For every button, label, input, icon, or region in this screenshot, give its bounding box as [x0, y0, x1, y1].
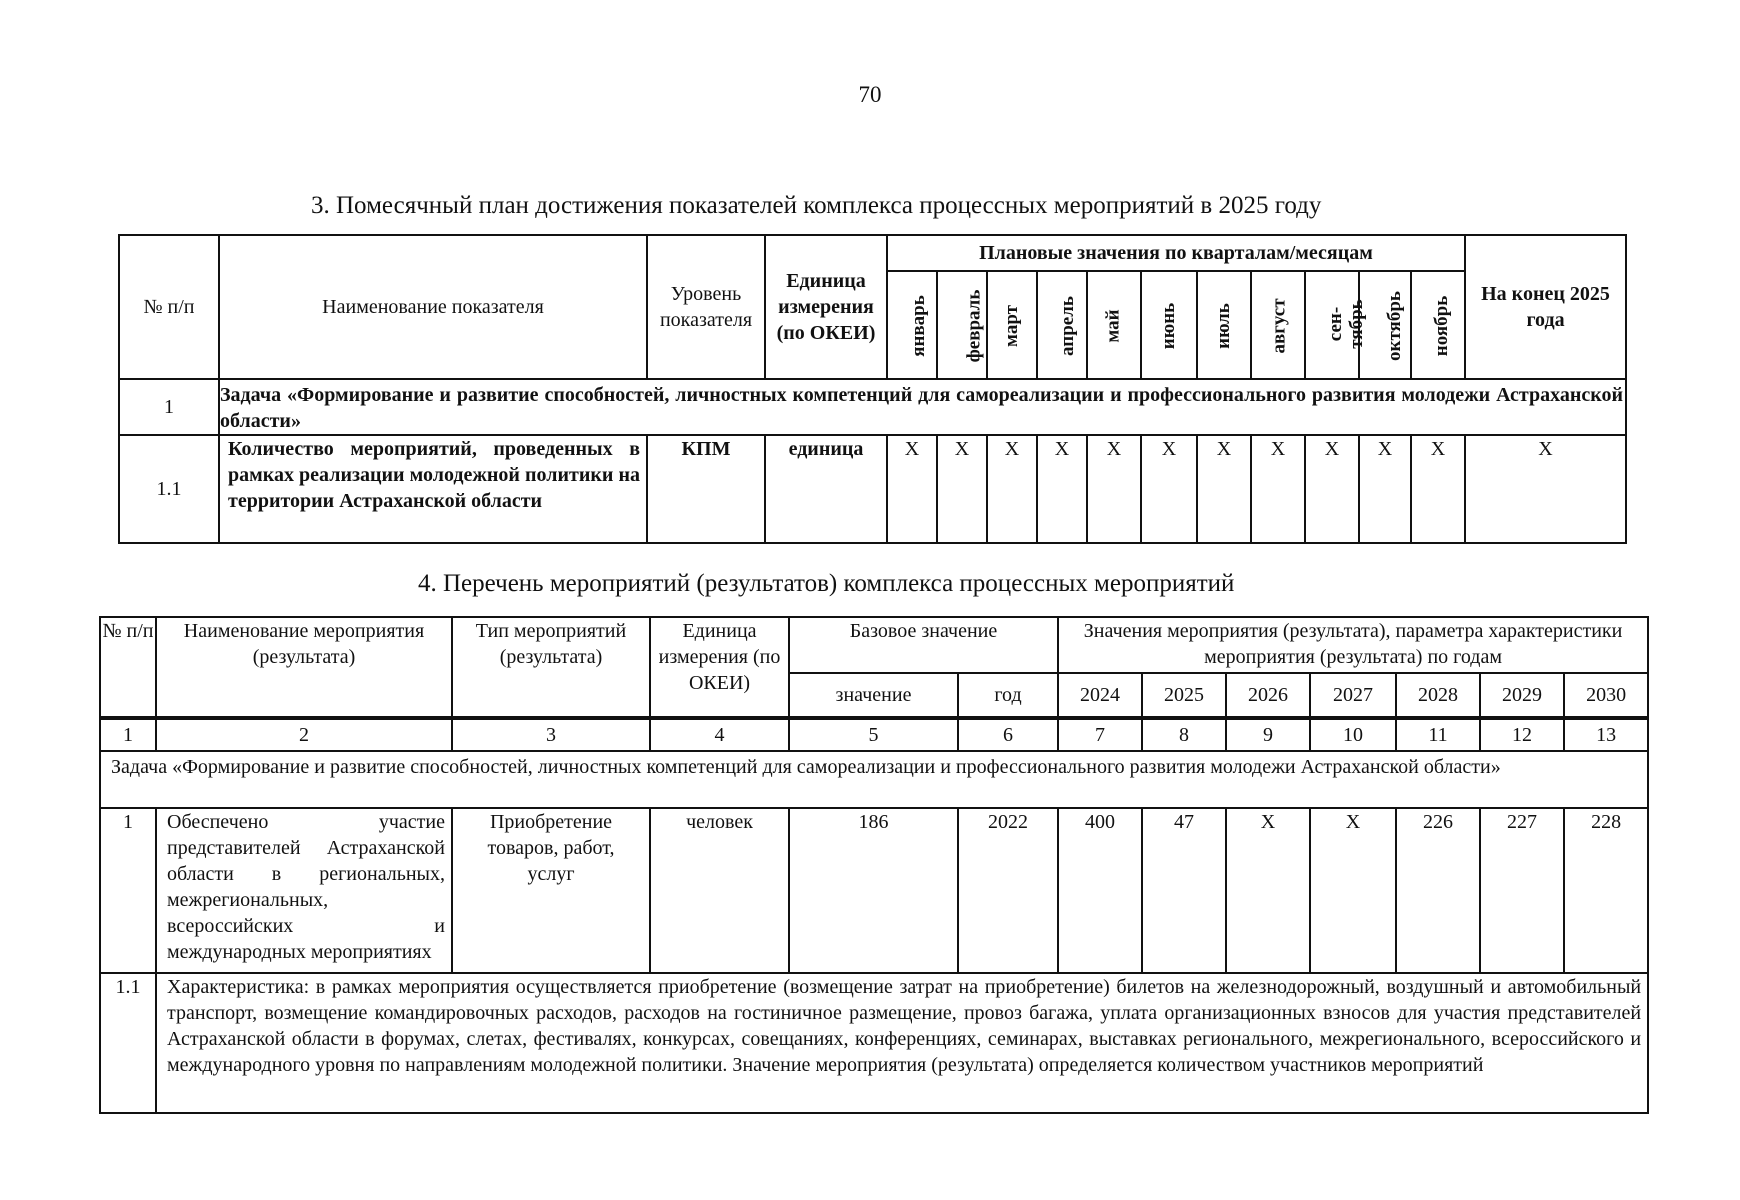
- activity-value-2024: 400: [1058, 808, 1142, 973]
- header-year-2025: 2025: [1142, 673, 1226, 718]
- column-number: 2: [156, 718, 452, 751]
- activity-num: 1: [100, 808, 156, 973]
- month-header-january: январь: [887, 271, 937, 379]
- indicator-level: КПМ: [647, 435, 765, 543]
- characteristic-text: Характеристика: в рамках мероприятия осуществляется приобретение (возмещение затрат на приобретение) билетов на железнодорожный, воздушный и автомобильный транспорт, возмещение командировочных расходов, расходов на гостиничное размещение, провоз багажа, уплата организационных взносов для участия представителей Астраханской области в форумах, слетах, фестивалях, конкурсах, совещаниях, конференциях, семинарах, выставках регионального, межрегионального, всероссийского и международного уровня по направлениям молодежной политики. Значение мероприятия (результата) определяется количеством участников мероприятий: [156, 973, 1648, 1113]
- column-number: 13: [1564, 718, 1648, 751]
- column-number: 12: [1480, 718, 1564, 751]
- value-end-of-year: X: [1465, 435, 1626, 543]
- activity-value-2025: 47: [1142, 808, 1226, 973]
- activity-value-2028: 226: [1396, 808, 1480, 973]
- header-year-2030: 2030: [1564, 673, 1648, 718]
- indicator-unit: единица: [765, 435, 887, 543]
- section-4-title: 4. Перечень мероприятий (результатов) комплекса процессных мероприятий: [418, 570, 1235, 597]
- value-september: X: [1305, 435, 1359, 543]
- page-number: 70: [858, 82, 882, 107]
- value-june: X: [1141, 435, 1197, 543]
- header-year-2027: 2027: [1310, 673, 1396, 718]
- header-year-2028: 2028: [1396, 673, 1480, 718]
- indicator-name: Количество мероприятий, проведенных в рамках реализации молодежной политики на территории Астраханской области: [219, 435, 647, 543]
- row-num: 1.1: [119, 435, 219, 543]
- activity-name: Обеспечено участие представителей Астраханской области в региональных, межрегиональных, всероссийских и международных мероприятиях: [156, 808, 452, 973]
- header-base-year: год: [958, 673, 1058, 718]
- activity-value-2030: 228: [1564, 808, 1648, 973]
- column-number: 10: [1310, 718, 1396, 751]
- activity-unit: человек: [650, 808, 789, 973]
- task-text: Задача «Формирование и развитие способностей, личностных компетенций для самореализации и профессионального развития молодежи Астраханской области»: [219, 379, 1626, 435]
- column-number: 6: [958, 718, 1058, 751]
- month-header-august: август: [1251, 271, 1305, 379]
- value-may: X: [1087, 435, 1141, 543]
- activities-table: [99, 616, 1649, 1114]
- monthly-plan-table: [118, 234, 1627, 544]
- column-number: 4: [650, 718, 789, 751]
- month-header-june: июнь: [1141, 271, 1197, 379]
- column-number: 9: [1226, 718, 1310, 751]
- column-number: 8: [1142, 718, 1226, 751]
- header-indicator-name: Наименование показателя: [219, 235, 647, 379]
- month-header-july: июль: [1197, 271, 1251, 379]
- activity-value-2027: X: [1310, 808, 1396, 973]
- header-end-of-year: На конец 2025 года: [1465, 235, 1626, 379]
- month-header-february: февраль: [937, 271, 987, 379]
- header-unit: Единица измерения (по ОКЕИ): [765, 235, 887, 379]
- value-october: X: [1359, 435, 1411, 543]
- header-base-value: значение: [789, 673, 958, 718]
- column-number: 5: [789, 718, 958, 751]
- header-level: Уровень показателя: [647, 235, 765, 379]
- month-header-september: сен- тябрь: [1305, 271, 1359, 379]
- header-num: № п/п: [119, 235, 219, 379]
- header-activity-type: Тип мероприятий (результата): [452, 617, 650, 718]
- value-november: X: [1411, 435, 1465, 543]
- activity-base-value: 186: [789, 808, 958, 973]
- header-year-2026: 2026: [1226, 673, 1310, 718]
- month-header-october: октябрь: [1359, 271, 1411, 379]
- header-year-2029: 2029: [1480, 673, 1564, 718]
- header-year-2024: 2024: [1058, 673, 1142, 718]
- header-values-group: Значения мероприятия (результата), параметра характеристики мероприятия (результата) по годам: [1058, 617, 1648, 673]
- month-header-november: ноябрь: [1411, 271, 1465, 379]
- header-base-value-group: Базовое значение: [789, 617, 1058, 673]
- value-february: X: [937, 435, 987, 543]
- header-plan-group: Плановые значения по кварталам/месяцам: [887, 235, 1465, 271]
- header-unit: Единица измерения (по ОКЕИ): [650, 617, 789, 718]
- activity-type: Приобретение товаров, работ, услуг: [452, 808, 650, 973]
- column-number: 7: [1058, 718, 1142, 751]
- value-april: X: [1037, 435, 1087, 543]
- month-header-may: май: [1087, 271, 1141, 379]
- task-num: 1: [119, 379, 219, 435]
- value-july: X: [1197, 435, 1251, 543]
- activity-base-year: 2022: [958, 808, 1058, 973]
- header-num: № п/п: [100, 617, 156, 718]
- section-3-title: 3. Помесячный план достижения показателей комплекса процессных мероприятий в 2025 году: [311, 192, 1322, 219]
- value-august: X: [1251, 435, 1305, 543]
- column-number: 11: [1396, 718, 1480, 751]
- characteristic-num: 1.1: [100, 973, 156, 1113]
- month-header-april: апрель: [1037, 271, 1087, 379]
- activity-value-2026: X: [1226, 808, 1310, 973]
- value-january: X: [887, 435, 937, 543]
- activity-value-2029: 227: [1480, 808, 1564, 973]
- column-number: 3: [452, 718, 650, 751]
- value-march: X: [987, 435, 1037, 543]
- column-number: 1: [100, 718, 156, 751]
- header-activity-name: Наименование мероприятия (результата): [156, 617, 452, 718]
- task-text: Задача «Формирование и развитие способностей, личностных компетенций для самореализации и профессионального развития молодежи Астраханской области»: [100, 751, 1648, 809]
- month-header-march: март: [987, 271, 1037, 379]
